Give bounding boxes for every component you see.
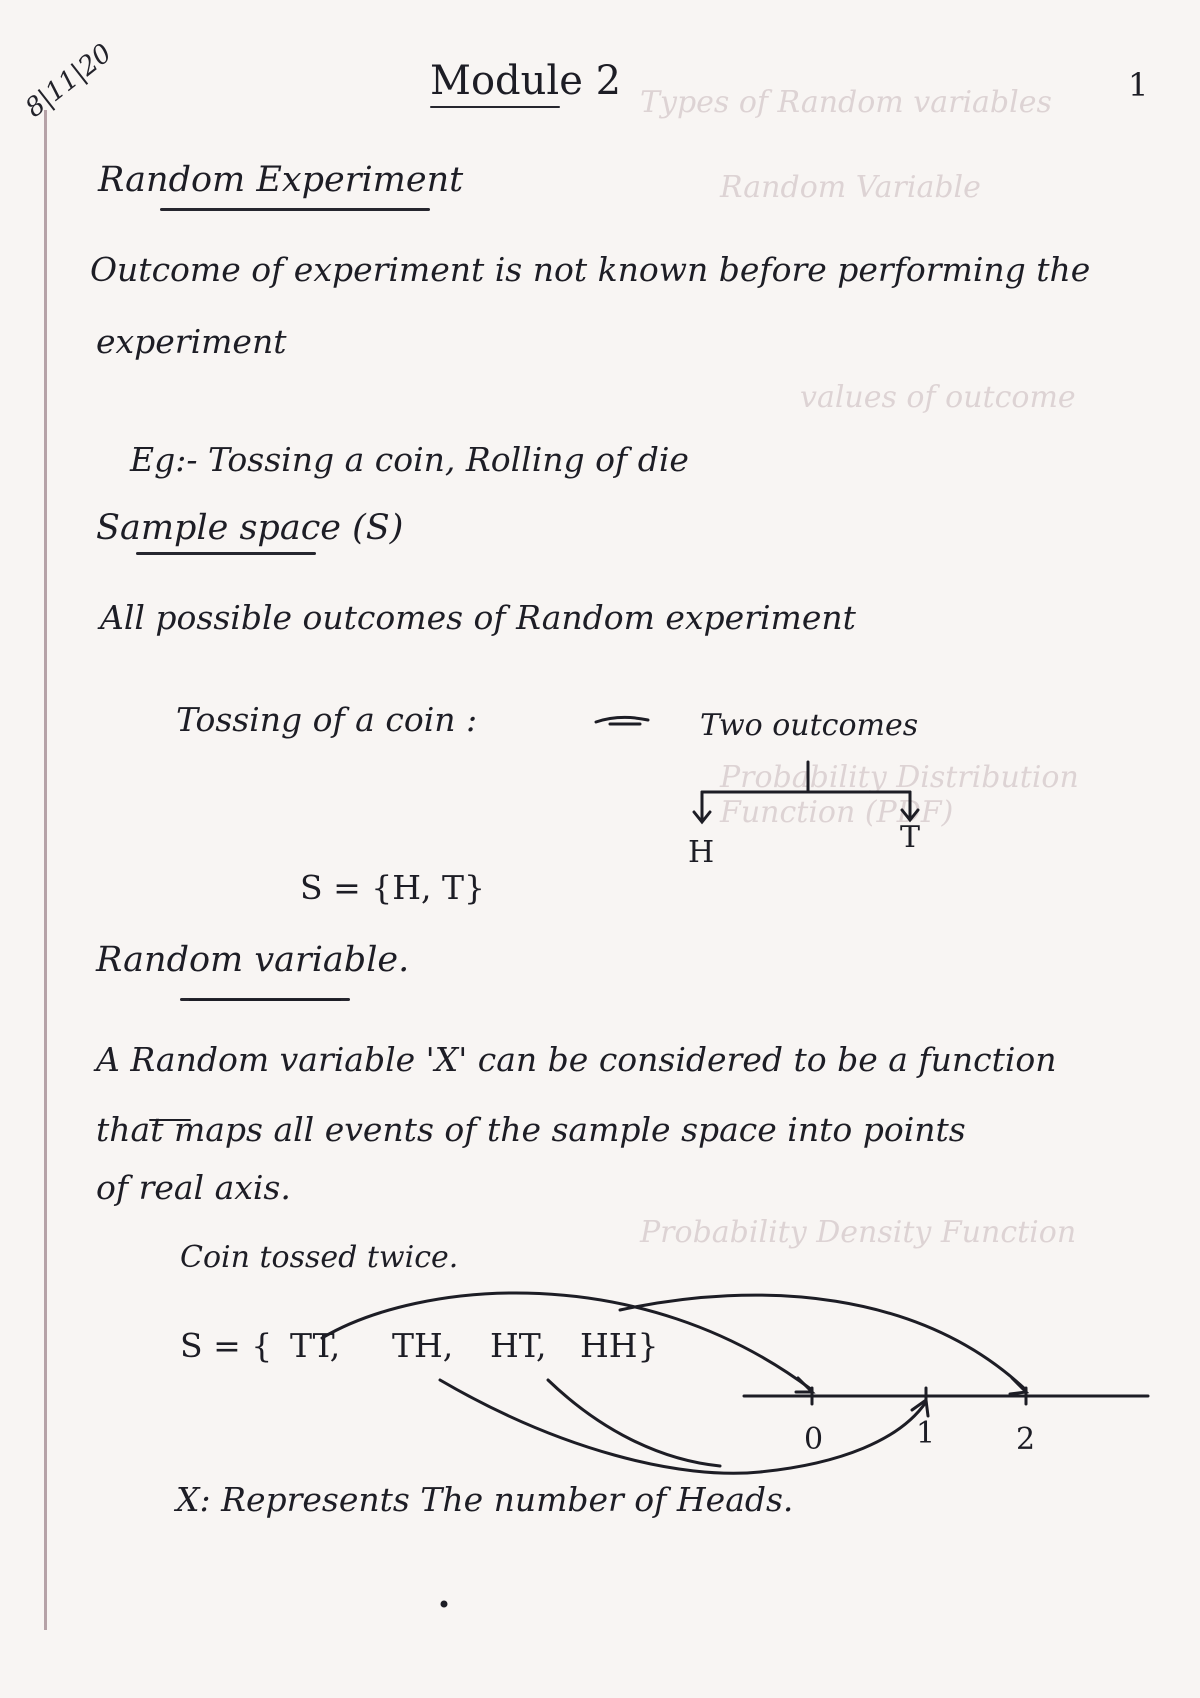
x-represents-note: X: Represents The number of Heads. — [176, 1480, 794, 1519]
random-variable-definition-line-1: A Random variable 'X' can be considered to be a function — [96, 1040, 1057, 1079]
scribble-mark — [596, 717, 648, 722]
mapping-arrow-ht — [548, 1380, 720, 1466]
coin-toss-label: Tossing of a coin : — [176, 700, 478, 739]
date: 8|11|20 — [20, 38, 118, 124]
bleed-through-text: values of outcome — [800, 380, 1076, 415]
set-item-hh: HH} — [580, 1326, 659, 1365]
experiment-definition-line-2: experiment — [96, 322, 287, 361]
arrowhead — [796, 1378, 812, 1392]
ink-dot — [442, 1602, 446, 1606]
random-variable-definition-line-3: of real axis. — [96, 1168, 291, 1207]
sample-space-set: S = {H, T} — [300, 868, 485, 907]
mapping-arrow-tt — [322, 1293, 812, 1390]
set-item-th: TH, — [392, 1326, 454, 1365]
coin-tossed-twice-label: Coin tossed twice. — [180, 1240, 459, 1275]
bleed-through-text: Probability Distribution Function (PDF) — [720, 760, 1079, 830]
heading-random-variable: Random variable. — [96, 940, 410, 980]
axis-label-1: 1 — [916, 1416, 936, 1451]
page-title: Module 2 — [430, 58, 622, 104]
two-outcomes-label: Two outcomes — [700, 708, 919, 743]
bleed-through-text: Random Variable — [720, 170, 981, 205]
set-item-ht: HT, — [490, 1326, 547, 1365]
experiment-example: Eg:- Tossing a coin, Rolling of die — [130, 440, 689, 479]
two-toss-set-prefix: S = { — [180, 1326, 273, 1365]
heading-random-experiment: Random Experiment — [98, 160, 464, 200]
outcome-t: T — [900, 820, 921, 855]
bleed-through-text: Types of Random variables — [640, 85, 1052, 120]
bleed-through-text: Probability Density Function — [640, 1215, 1077, 1250]
page-number: 1 — [1128, 66, 1149, 104]
outcome-h: H — [688, 835, 715, 870]
axis-label-0: 0 — [804, 1422, 824, 1457]
sample-space-definition: All possible outcomes of Random experiment — [100, 598, 856, 637]
heading-sample-space: Sample space (S) — [96, 508, 404, 548]
experiment-definition-line-1: Outcome of experiment is not known before performing the — [90, 250, 1091, 289]
mapping-arrow-hh — [620, 1295, 1026, 1390]
random-variable-definition-line-2: that maps all events of the sample space into points — [96, 1110, 966, 1149]
set-item-tt: TT, — [290, 1326, 341, 1365]
axis-label-2: 2 — [1016, 1422, 1036, 1457]
